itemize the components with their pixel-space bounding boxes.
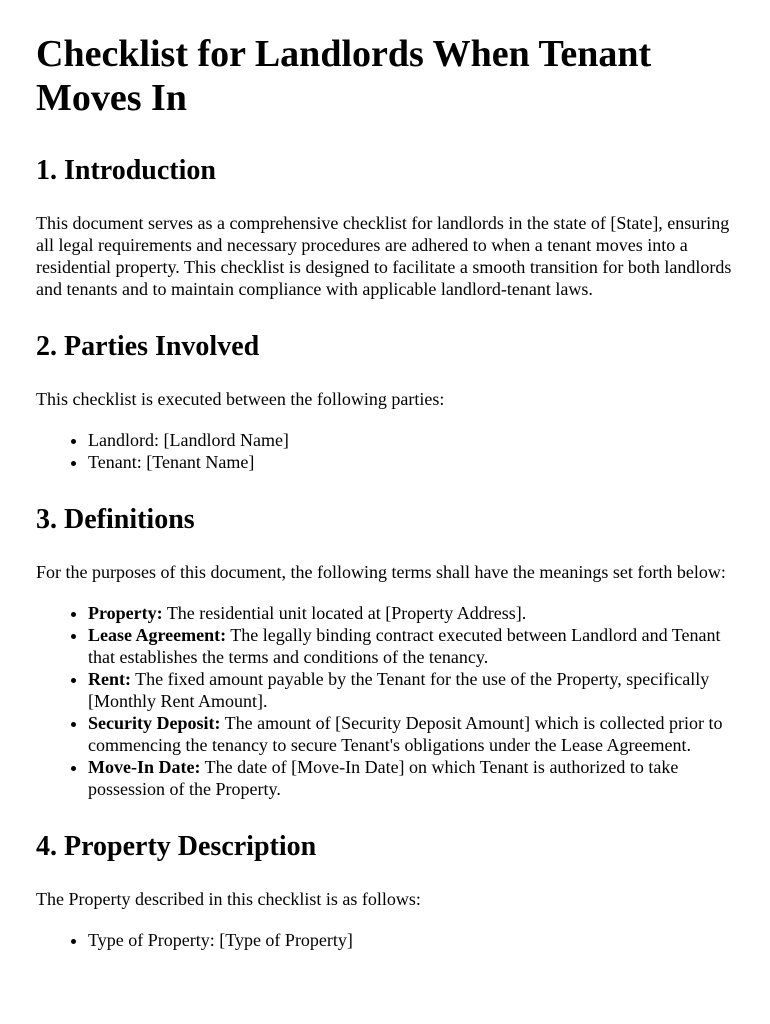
property-list bbox=[36, 929, 734, 951]
definition-text: The fixed amount payable by the Tenant for the use of the Property, specifically [Monthly Rent Amount]. bbox=[88, 669, 710, 711]
definition-text: The residential unit located at [Property Address]. bbox=[162, 603, 527, 623]
parties-list bbox=[36, 429, 734, 473]
list-item bbox=[88, 668, 734, 712]
list-item: • Landlord: [Landlord Name] bbox=[88, 429, 734, 451]
definition-term: Rent: bbox=[88, 669, 131, 689]
section-paragraph: The Property described in this checklist is as follows: bbox=[36, 889, 421, 909]
section-paragraph: This checklist is executed between the following parties: bbox=[36, 389, 445, 409]
section-paragraph: For the purposes of this document, the following terms shall have the meanings set forth below: bbox=[36, 562, 726, 582]
definition-text: The legally binding contract executed between Landlord and Tenant that establishes the terms and conditions of the tenancy. bbox=[88, 625, 721, 667]
section-parties-involved bbox=[36, 330, 734, 473]
definition-term: Lease Agreement: bbox=[88, 625, 227, 645]
section-heading: 4. Property Description bbox=[36, 831, 317, 862]
section-heading: 3. Definitions bbox=[36, 504, 195, 535]
list-item: • Tenant: [Tenant Name] bbox=[88, 451, 734, 473]
list-item: • Type of Property: [Type of Property] bbox=[88, 929, 734, 951]
section-heading: 1. Introduction bbox=[36, 155, 216, 186]
definition-term: Move-In Date: bbox=[88, 757, 201, 777]
definition-text: The amount of [Security Deposit Amount] which is collected prior to commencing the tenancy to secure Tenant's obligations under the Lease Agreement. bbox=[88, 713, 723, 755]
definition-text: The date of [Move-In Date] on which Tenant is authorized to take possession of the Property. bbox=[88, 757, 679, 799]
definitions-list bbox=[36, 602, 734, 800]
list-item bbox=[88, 712, 734, 756]
section-introduction bbox=[36, 154, 734, 300]
list-item bbox=[88, 602, 734, 624]
definition-term: Security Deposit: bbox=[88, 713, 221, 733]
document-title: Checklist for Landlords When Tenant Moves In bbox=[36, 33, 652, 119]
section-paragraph: This document serves as a comprehensive checklist for landlords in the state of [State], ensuring all legal requirements and necessary procedures are adhered to when a tenant moves into a residential property. This checklist is designed to facilitate a smooth transition for both landlords and tenants and to maintain compliance with applicable landlord-tenant laws. bbox=[36, 213, 732, 299]
list-item bbox=[88, 756, 734, 800]
list-item bbox=[88, 624, 734, 668]
section-property-description bbox=[36, 830, 734, 951]
section-definitions bbox=[36, 503, 734, 800]
section-heading: 2. Parties Involved bbox=[36, 331, 260, 362]
definition-term: Property: bbox=[88, 603, 163, 623]
